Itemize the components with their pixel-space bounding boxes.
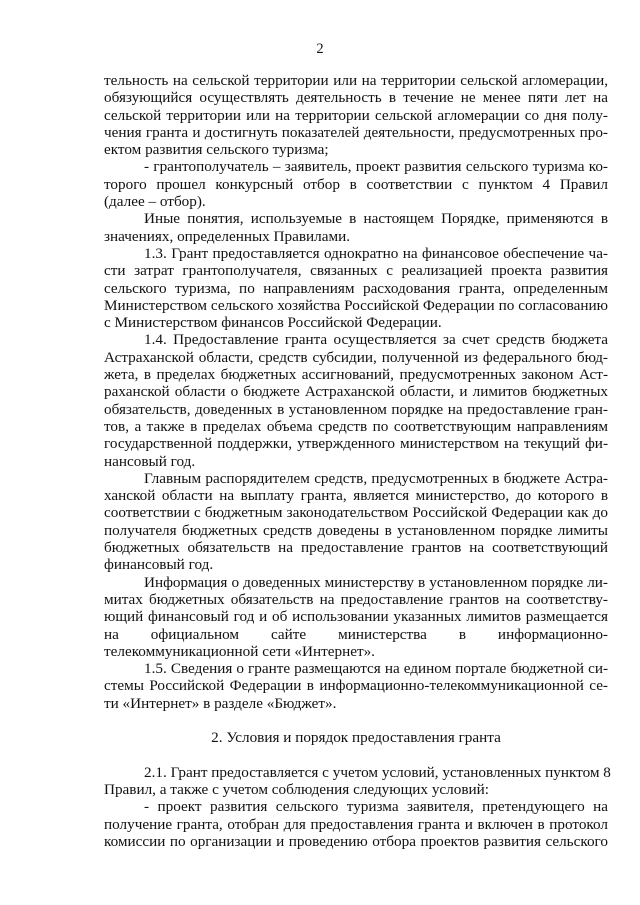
text-line: финансовый год. <box>104 556 214 574</box>
body-text <box>104 72 611 851</box>
text-line: чения гранта и достигнуть показателей деятельности, предусмотренных про- <box>104 123 608 141</box>
text-line: Главным распорядителем средств, предусмотренных в бюджете Астра- <box>144 469 608 487</box>
text-line: стемы Российской Федерации в информационно-телекоммуникационной се- <box>104 677 608 695</box>
text-line: ющий финансовый год и об использовании указанных лимитов размещается <box>104 608 608 626</box>
blank-line <box>104 747 608 764</box>
text-line: ти «Интернет» в разделе «Бюджет». <box>104 694 337 712</box>
text-line: тов, а также в пределах объема средств по соответствующим направлениям <box>104 417 608 435</box>
text-line: комиссии по организации и проведению отбора проектов развития сельского <box>104 833 608 851</box>
text-line: - грантополучатель – заявитель, проект развития сельского туризма ко- <box>144 158 608 176</box>
text-line: нансовый год. <box>104 452 196 470</box>
text-line: значениях, определенных Правилами. <box>104 227 351 245</box>
section-heading: 2. Условия и порядок предоставления гранта <box>211 729 501 747</box>
blank-line <box>104 712 608 729</box>
text-line: 1.5. Сведения о гранте размещаются на едином портале бюджетной си- <box>144 660 608 678</box>
text-line: 2.1. Грант предоставляется с учетом условий, установленных пунктом 8 <box>144 763 611 781</box>
text-line: митах бюджетных обязательств на предоставление грантов на соответству- <box>104 590 608 608</box>
text-line: - проект развития сельского туризма заявителя, претендующего на <box>144 798 608 816</box>
text-line: государственной поддержки, утвержденного министерством на текущий фи- <box>104 435 608 453</box>
text-line: Информация о доведенных министерству в установленном порядке ли- <box>144 573 608 591</box>
text-line: соответствии с бюджетным законодательством Российской Федерации как до <box>104 504 608 522</box>
text-line: на официальном сайте министерства в информационно- <box>104 625 608 643</box>
text-line: торого прошел конкурсный отбор в соответствии с пунктом 4 Правил <box>104 175 608 193</box>
page-number: 2 <box>316 41 324 57</box>
text-line: ектом развития сельского туризма; <box>104 141 329 159</box>
text-line: раханской области о бюджете Астраханской области, и лимитов бюджетных <box>104 383 608 401</box>
text-line: сти затрат грантополучателя, связанных с реализацией проекта развития <box>104 262 608 280</box>
text-line: обязательств, доведенных в установленном порядке на предоставление гран- <box>104 400 608 418</box>
text-line: (далее – отбор). <box>104 193 206 211</box>
text-line: бюджетных обязательств на предоставление грантов на соответствующий <box>104 539 608 557</box>
text-line: 1.3. Грант предоставляется однократно на финансовое обеспечение ча- <box>144 244 608 262</box>
text-line: обязующийся осуществлять деятельность в течение не менее пяти лет на <box>104 89 608 107</box>
text-line: сельской территории или на территории сельской агломерации со дня полу- <box>104 106 608 124</box>
text-line: Иные понятия, используемые в настоящем Порядке, применяются в <box>144 210 608 228</box>
text-line: сельского туризма, по направлениям расходования гранта, определенным <box>104 279 608 297</box>
text-line: получателя бюджетных средств доведены в установленном порядке лимиты <box>104 521 608 539</box>
text-line: Астраханской области, средств субсидии, полученной из федерального бюд- <box>104 348 608 366</box>
text-line: тельность на сельской территории или на территории сельской агломерации, <box>104 72 608 89</box>
text-line: телекоммуникационной сети «Интернет». <box>104 642 375 660</box>
text-line: 1.4. Предоставление гранта осуществляется за счет средств бюджета <box>144 331 608 349</box>
text-line: ханской области на выплату гранта, является министерство, до которого в <box>104 487 608 505</box>
text-line: Правил, а также с учетом соблюдения следующих условий: <box>104 781 489 799</box>
text-line: получение гранта, отобран для предоставления гранта и включен в протокол <box>104 815 608 833</box>
text-line: Министерством сельского хозяйства Российской Федерации по согласованию <box>104 296 608 314</box>
text-line: жета, в пределах бюджетных ассигнований, предусмотренных законом Аст- <box>104 366 608 384</box>
text-line: с Министерством финансов Российской Федерации. <box>104 314 442 332</box>
